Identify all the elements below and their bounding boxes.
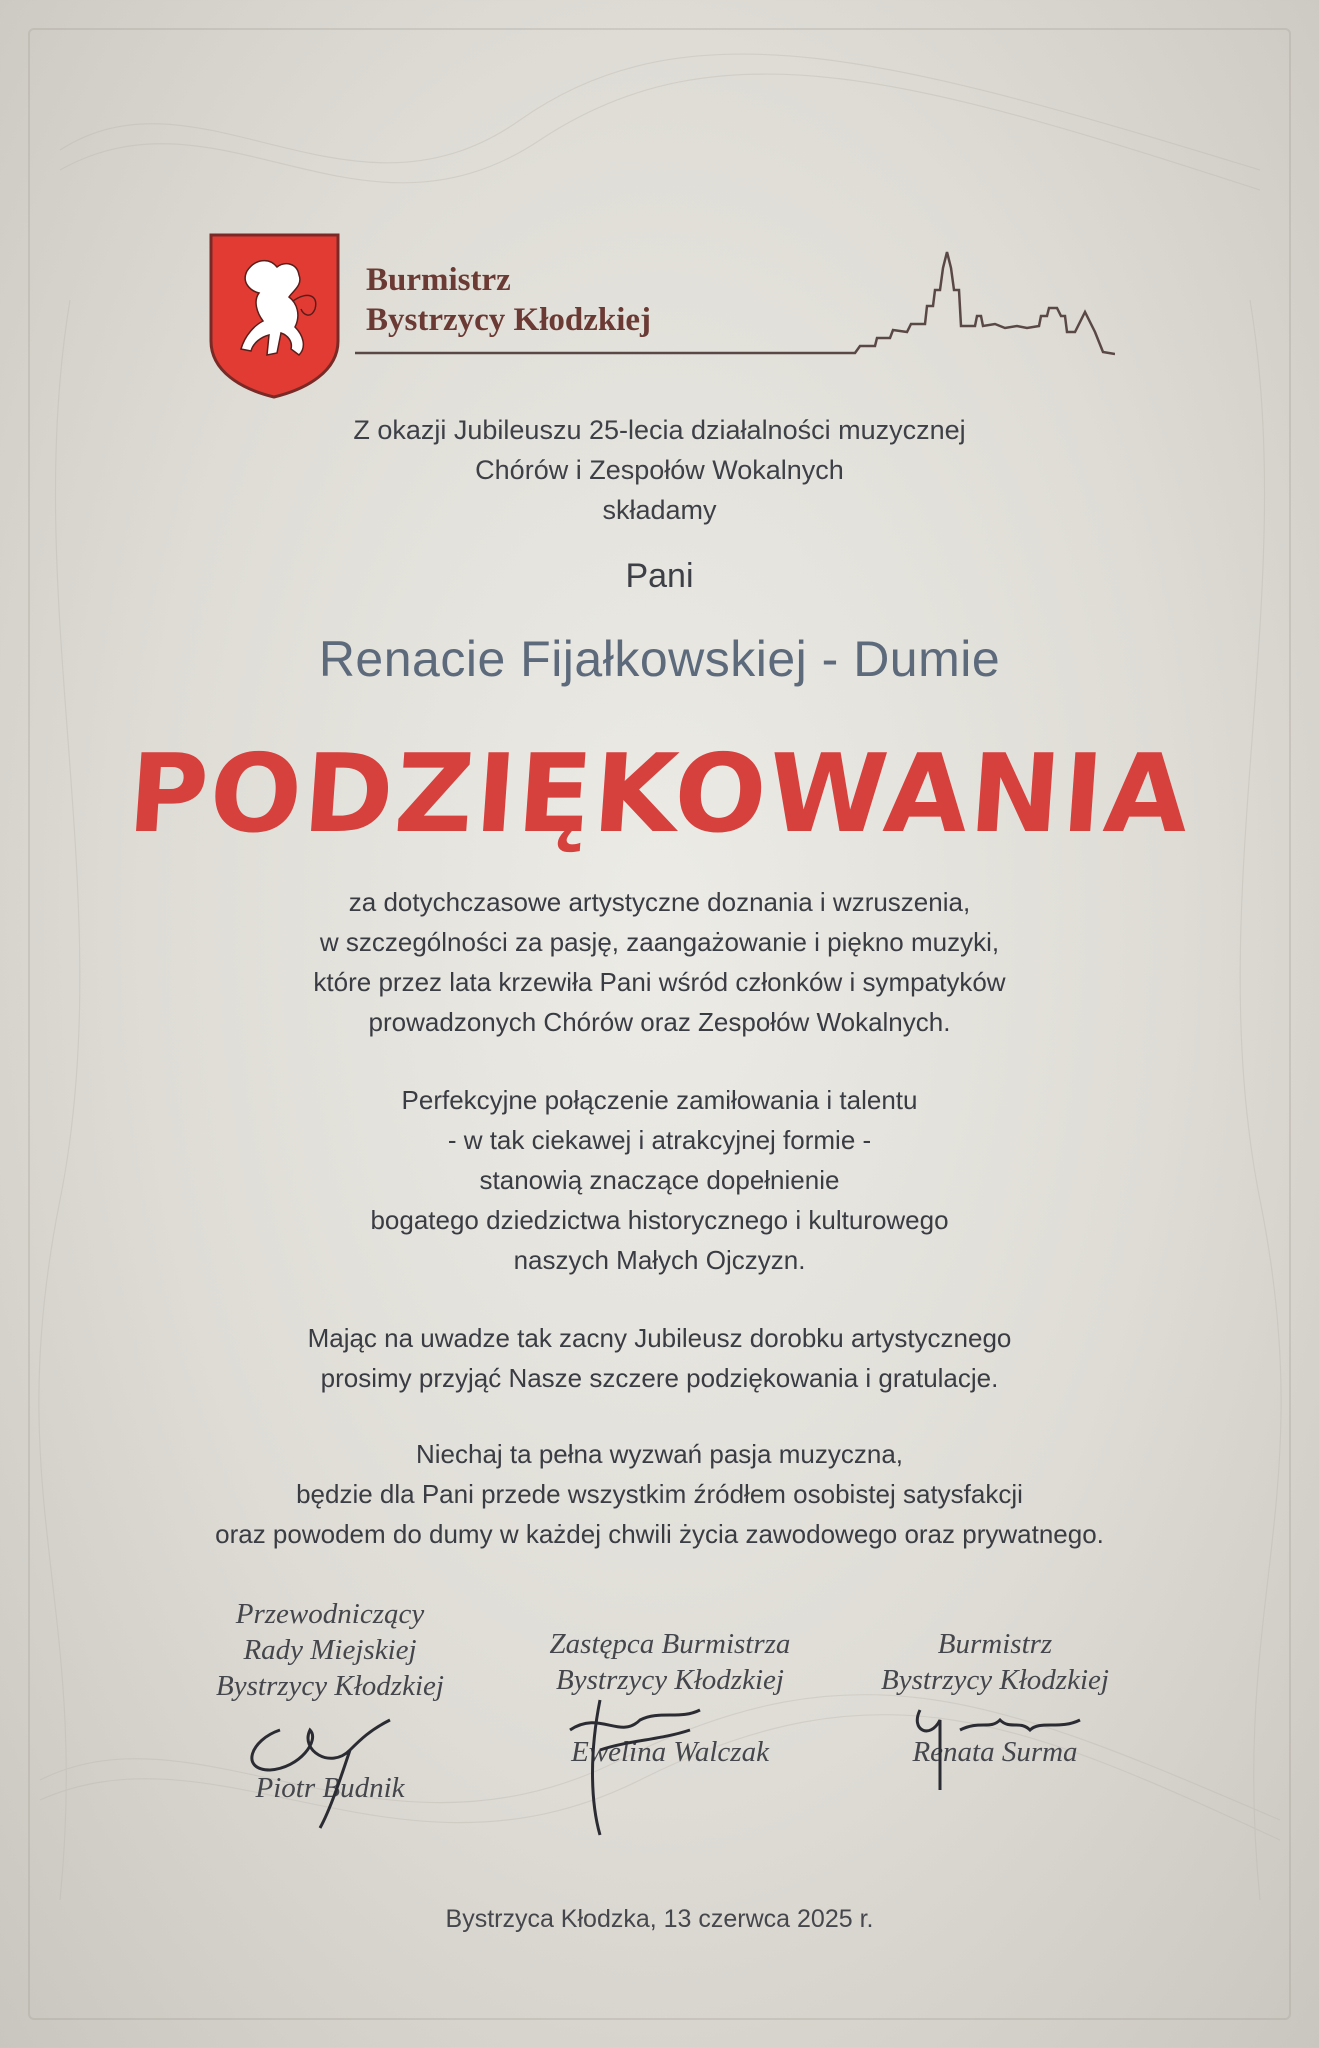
paragraph-2 bbox=[0, 1080, 1319, 1280]
paragraph-line: które przez lata krzewiła Pani wśród członków i sympatyków bbox=[313, 967, 1006, 997]
paragraph-line: będzie dla Pani przede wszystkim źródłem osobistej satysfakcji bbox=[296, 1479, 1023, 1509]
coat-of-arms-icon bbox=[207, 231, 342, 401]
signatory-title-line: Bystrzycy Kłodzkiej bbox=[881, 1664, 1109, 1696]
paragraph-line: oraz powodem do dumy w każdej chwili życia zawodowego oraz prywatnego. bbox=[215, 1519, 1104, 1549]
paragraph-1 bbox=[0, 882, 1319, 1042]
signatory-title-line: Bystrzycy Kłodzkiej bbox=[556, 1664, 784, 1696]
signatory-title-line: Rady Miejskiej bbox=[243, 1634, 417, 1666]
signatory-title-line: Bystrzycy Kłodzkiej bbox=[216, 1670, 444, 1702]
signatory-title-line: Zastępca Burmistrza bbox=[549, 1628, 791, 1660]
salutation: Pani bbox=[625, 557, 694, 595]
paragraph-line: - w tak ciekawej i atrakcyjnej formie - bbox=[447, 1125, 872, 1155]
paragraph-line: prowadzonych Chórów oraz Zespołów Wokalnych. bbox=[368, 1007, 951, 1037]
paragraph-line: Niechaj ta pełna wyzwań pasja muzyczna, bbox=[415, 1439, 904, 1469]
signatory-name: Piotr Budnik bbox=[255, 1772, 405, 1804]
intro-line: składamy bbox=[602, 495, 717, 525]
paragraph-line: stanowią znaczące dopełnienie bbox=[479, 1165, 840, 1195]
signatory-title-line: Burmistrz bbox=[937, 1628, 1053, 1660]
signatory-name: Ewelina Walczak bbox=[571, 1736, 769, 1768]
place-and-date: Bystrzyca Kłodzka, 13 czerwca 2025 r. bbox=[445, 1905, 874, 1933]
paragraph-line: za dotychczasowe artystyczne doznania i wzruszenia, bbox=[348, 887, 971, 917]
handwritten-signature-icon bbox=[900, 1700, 1100, 1800]
signatory-title-line: Przewodniczący bbox=[235, 1598, 425, 1630]
handwritten-signature-icon bbox=[560, 1690, 720, 1840]
paragraph-line: Perfekcyjne połączenie zamiłowania i talentu bbox=[401, 1085, 918, 1115]
intro-line: Z okazji Jubileuszu 25-lecia działalności muzycznej bbox=[353, 415, 966, 445]
paragraph-line: w szczególności za pasję, zaangażowanie i piękno muzyki, bbox=[319, 927, 1000, 957]
intro-line: Chórów i Zespołów Wokalnych bbox=[475, 455, 844, 485]
issuer-title-line2: Bystrzycy Kłodzkiej bbox=[366, 302, 652, 338]
issuer-title-line1: Burmistrz bbox=[366, 262, 511, 298]
handwritten-signature-icon bbox=[240, 1710, 410, 1830]
town-skyline-icon bbox=[355, 250, 1115, 360]
paragraph-line: naszych Małych Ojczyzn. bbox=[513, 1245, 806, 1275]
paragraph-line: prosimy przyjąć Nasze szczere podziękowania i gratulacje. bbox=[320, 1363, 999, 1393]
paragraph-line: Mając na uwadze tak zacny Jubileusz dorobku artystycznego bbox=[307, 1323, 1012, 1353]
paragraph-3 bbox=[0, 1318, 1319, 1398]
recipient-name: Renacie Fijałkowskiej - Dumie bbox=[318, 631, 1001, 687]
paragraph-4 bbox=[0, 1434, 1319, 1554]
intro-block bbox=[0, 410, 1319, 530]
signatory-name: Renata Surma bbox=[912, 1736, 1078, 1768]
certificate-title: PODZIĘKOWANIA bbox=[124, 732, 1195, 857]
paragraph-line: bogatego dziedzictwa historycznego i kulturowego bbox=[370, 1205, 949, 1235]
